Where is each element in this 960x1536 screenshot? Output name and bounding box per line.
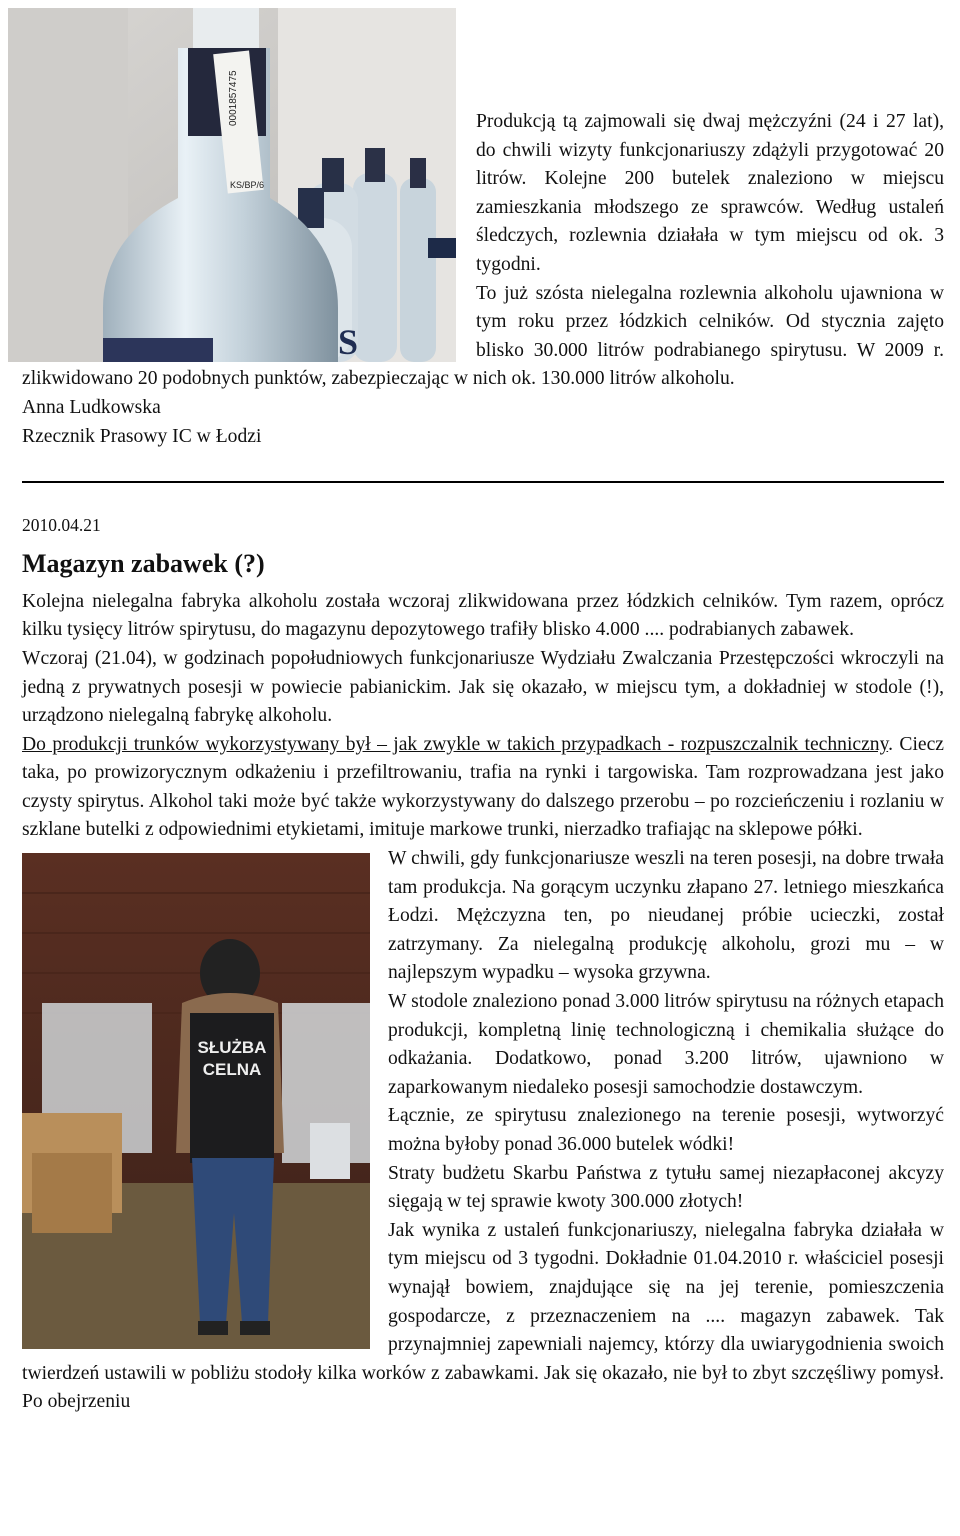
author-title: Rzecznik Prasowy IC w Łodzi — [22, 425, 262, 447]
author-name: Anna Ludkowska — [22, 396, 161, 418]
bottle-label-text: KS/BP/6 — [230, 180, 265, 190]
article2-paragraph-8: Jak wynika z ustaleń funkcjonariuszy, nielegalna fabryka działała w tym miejscu od 3 tygodni. Dokładnie 01.04.2010 r. właściciel posesji wynajął bowiem, znajdujące się na jej terenie, pomieszczenia gospodarcze, z przeznaczeniem na .... magazyn zabawek. Tak przynajmniej zapewniali najemcy, którzy dla uwiarygodnienia swoich twierdzeń ustawili w pobliżu stodoły kilka worków z zabawkami. Jak się okazało, nie był to zbyt szczęśliwy pomysł. Po obejrzeniu — [22, 1219, 944, 1413]
vodka-bottles-photo — [8, 8, 456, 362]
article2-paragraph-4: W chwili, gdy funkcjonariusze weszli na teren posesji, na dobre trwała tam produkcja. Na gorącym uczynku złapano 27. letniego mieszkańca Łodzi. Mężczyzna ten, po nieudanej próbie ucieczki, został zatrzymany. Za nielegalną produkcję alkoholu, grozi mu – w najlepszym wypadku – wysoka grzywna. — [388, 848, 944, 984]
paragraph-3-rest: . Ciecz taka, po prowizorycznym odkażeniu i przefiltrowaniu, trafia na rynki i targowiska. Tam rozprowadzana jest jako czysty spirytus. Alkohol taki może być także wykorzystywany do dalszego przerobu – po rozcieńczeniu i rozlaniu w szklane butelki z odpowiednimi etykietami, imituje markowe trunki, nierzadko trafiając na sklepowe półki. — [22, 733, 944, 841]
article1-paragraph-2: To już szósta nielegalna rozlewnia alkoholu ujawniona w tym roku przez łódzkich celników. Od stycznia zajęto blisko 30.000 litrów podrabianego spirytusu. W 2009 r. zlikwidowano 20 podobnych punktów, zabezpieczając w nich ok. 130.000 litrów alkoholu. — [22, 282, 944, 390]
svg-text:0001857475: 0001857475 — [228, 70, 239, 126]
section-divider — [22, 481, 944, 483]
bottle-brand-text: S — [338, 322, 359, 362]
article2-paragraph-3 — [22, 731, 944, 845]
article-date: 2010.04.21 — [22, 515, 101, 536]
document-page — [22, 0, 944, 1536]
article1-paragraph-1: Produkcją tą zajmowali się dwaj mężczyźni (24 i 27 lat), do chwili wizyty funkcjonariuszy zdążyli przygotować 20 litrów. Kolejne 200 butelek znaleziono w miejscu zamieszkania młodszego ze sprawców. Według ustaleń śledczych, rozlewnia działała w tym miejscu od ok. 3 tygodni. — [476, 111, 944, 275]
vest-text-line2: CELNA — [202, 1060, 262, 1080]
article2-paragraph-5: W stodole znaleziono ponad 3.000 litrów spirytusu na różnych etapach produkcji, kompletną linię technologiczną i chemikalia służące do odkażania. Dodatkowo, ponad 3.200 litrów, ujawniono w zaparkowanym niedaleko posesji samochodzie dostawczym. — [388, 991, 944, 1098]
article2-paragraph-7: Straty budżetu Skarbu Państwa z tytułu samej niezapłaconej akcyzy sięgają w tej sprawie kwoty 300.000 złotych! — [388, 1162, 944, 1213]
article2-paragraph-2: Wczoraj (21.04), w godzinach popołudniowych funkcjonariusze Wydziału Zwalczania Przestępczości wkroczyli na jedną z prywatnych posesji w powiecie pabianickim. Jak się okazało, w miejscu tym, a dokładniej w stodole (!), urządzono nielegalną fabrykę alkoholu. — [22, 647, 944, 727]
underlined-phrase: Do produkcji trunków wykorzystywany był – jak zwykle w takich przypadkach - rozpuszczalnik techniczny — [22, 733, 889, 755]
article2-paragraph-1: Kolejna nielegalna fabryka alkoholu została wczoraj zlikwidowana przez łódzkich celników. Tym razem, oprócz kilku tysięcy litrów spirytusu, do magazynu depozytowego trafiły blisko 4.000 .... podrabianych zabawek. — [22, 590, 944, 641]
vest-text-line1: SŁUŻBA — [197, 1038, 267, 1058]
article2-paragraph-6: Łącznie, ze spirytusu znalezionego na terenie posesji, wytworzyć można byłoby ponad 36.000 butelek wódki! — [388, 1105, 944, 1155]
customs-officer-photo — [22, 853, 370, 1349]
article-title: Magazyn zabawek (?) — [22, 548, 265, 578]
